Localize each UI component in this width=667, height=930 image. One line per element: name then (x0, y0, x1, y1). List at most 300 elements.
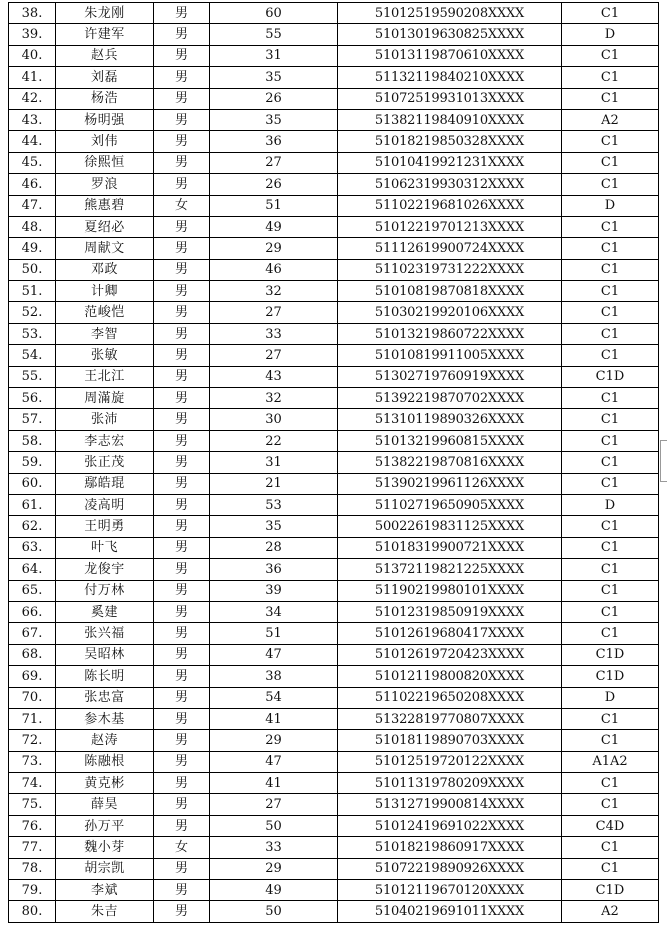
license-class-cell: C1 (562, 794, 659, 815)
id-number-cell: 51102219681026XXXX (338, 195, 562, 216)
row-number-cell: 67. (9, 623, 56, 644)
license-class-cell: C1 (562, 131, 659, 152)
age-cell: 33 (210, 837, 338, 858)
table-row (9, 67, 659, 88)
gender-cell: 男 (154, 67, 210, 88)
row-number-cell: 59. (9, 452, 56, 473)
table-row (9, 302, 659, 323)
table-row (9, 751, 659, 772)
id-number-cell: 51011319780209XXXX (338, 773, 562, 794)
row-number-cell: 52. (9, 302, 56, 323)
license-class-cell: C1D (562, 666, 659, 687)
person-name-cell: 龙俊宇 (56, 559, 154, 580)
gender-cell: 男 (154, 708, 210, 729)
license-class-cell: C1 (562, 259, 659, 280)
person-name-cell: 李志宏 (56, 430, 154, 451)
age-cell: 51 (210, 623, 338, 644)
row-number-cell: 70. (9, 687, 56, 708)
age-cell: 49 (210, 216, 338, 237)
age-cell: 28 (210, 537, 338, 558)
roster-table (8, 2, 659, 923)
id-number-cell: 51030219920106XXXX (338, 302, 562, 323)
table-row (9, 174, 659, 195)
id-number-cell: 51013219960815XXXX (338, 430, 562, 451)
gender-cell: 男 (154, 773, 210, 794)
license-class-cell: C1 (562, 601, 659, 622)
id-number-cell: 51102719650905XXXX (338, 494, 562, 515)
gender-cell: 男 (154, 623, 210, 644)
gender-cell: 男 (154, 901, 210, 922)
license-class-cell: C1 (562, 345, 659, 366)
person-name-cell: 赵涛 (56, 730, 154, 751)
person-name-cell: 陈融根 (56, 751, 154, 772)
person-name-cell: 杨浩 (56, 88, 154, 109)
age-cell: 50 (210, 815, 338, 836)
table-row (9, 109, 659, 130)
license-class-cell: A1A2 (562, 751, 659, 772)
person-name-cell: 胡宗凯 (56, 858, 154, 879)
id-number-cell: 51132119840210XXXX (338, 67, 562, 88)
age-cell: 50 (210, 901, 338, 922)
person-name-cell: 张兴福 (56, 623, 154, 644)
gender-cell: 男 (154, 302, 210, 323)
gender-cell: 男 (154, 131, 210, 152)
gender-cell: 男 (154, 3, 210, 24)
id-number-cell: 51012519590208XXXX (338, 3, 562, 24)
person-name-cell: 张敏 (56, 345, 154, 366)
person-name-cell: 张沛 (56, 409, 154, 430)
person-name-cell: 赵兵 (56, 45, 154, 66)
id-number-cell: 51040219691011XXXX (338, 901, 562, 922)
license-class-cell: C1D (562, 880, 659, 901)
age-cell: 49 (210, 880, 338, 901)
age-cell: 41 (210, 773, 338, 794)
license-class-cell: C1 (562, 559, 659, 580)
age-cell: 41 (210, 708, 338, 729)
gender-cell: 男 (154, 88, 210, 109)
table-row (9, 430, 659, 451)
id-number-cell: 51072219890926XXXX (338, 858, 562, 879)
id-number-cell: 51302719760919XXXX (338, 366, 562, 387)
row-number-cell: 46. (9, 174, 56, 195)
id-number-cell: 51012419691022XXXX (338, 815, 562, 836)
table-row (9, 323, 659, 344)
age-cell: 51 (210, 195, 338, 216)
row-number-cell: 49. (9, 238, 56, 259)
age-cell: 54 (210, 687, 338, 708)
table-row (9, 494, 659, 515)
gender-cell: 男 (154, 751, 210, 772)
table-row (9, 3, 659, 24)
row-number-cell: 45. (9, 152, 56, 173)
table-row (9, 259, 659, 280)
row-number-cell: 68. (9, 644, 56, 665)
person-name-cell: 朱龙刚 (56, 3, 154, 24)
page-edge-marker (660, 440, 667, 482)
row-number-cell: 48. (9, 216, 56, 237)
age-cell: 29 (210, 730, 338, 751)
age-cell: 26 (210, 174, 338, 195)
table-row (9, 773, 659, 794)
row-number-cell: 77. (9, 837, 56, 858)
id-number-cell: 51392219870702XXXX (338, 388, 562, 409)
id-number-cell: 51013019630825XXXX (338, 24, 562, 45)
person-name-cell: 夏绍必 (56, 216, 154, 237)
id-number-cell: 50022619831125XXXX (338, 516, 562, 537)
row-number-cell: 80. (9, 901, 56, 922)
table-row (9, 858, 659, 879)
license-class-cell: C1 (562, 238, 659, 259)
license-class-cell: A2 (562, 109, 659, 130)
person-name-cell: 李智 (56, 323, 154, 344)
row-number-cell: 58. (9, 430, 56, 451)
license-class-cell: C1 (562, 88, 659, 109)
table-row (9, 559, 659, 580)
person-name-cell: 王明勇 (56, 516, 154, 537)
person-name-cell: 邓政 (56, 259, 154, 280)
gender-cell: 男 (154, 323, 210, 344)
gender-cell: 男 (154, 45, 210, 66)
gender-cell: 男 (154, 345, 210, 366)
row-number-cell: 74. (9, 773, 56, 794)
license-class-cell: C1 (562, 430, 659, 451)
person-name-cell: 叶飞 (56, 537, 154, 558)
gender-cell: 女 (154, 837, 210, 858)
id-number-cell: 51190219980101XXXX (338, 580, 562, 601)
gender-cell: 男 (154, 559, 210, 580)
row-number-cell: 51. (9, 281, 56, 302)
table-row (9, 794, 659, 815)
gender-cell: 男 (154, 794, 210, 815)
license-class-cell: C1 (562, 580, 659, 601)
table-row (9, 815, 659, 836)
person-name-cell: 付万林 (56, 580, 154, 601)
age-cell: 30 (210, 409, 338, 430)
person-name-cell: 参木基 (56, 708, 154, 729)
table-row (9, 366, 659, 387)
age-cell: 32 (210, 388, 338, 409)
person-name-cell: 张正茂 (56, 452, 154, 473)
person-name-cell: 范峻恺 (56, 302, 154, 323)
row-number-cell: 63. (9, 537, 56, 558)
row-number-cell: 55. (9, 366, 56, 387)
person-name-cell: 张忠富 (56, 687, 154, 708)
age-cell: 39 (210, 580, 338, 601)
row-number-cell: 54. (9, 345, 56, 366)
gender-cell: 男 (154, 152, 210, 173)
table-row (9, 345, 659, 366)
id-number-cell: 51010819911005XXXX (338, 345, 562, 366)
id-number-cell: 51390219961126XXXX (338, 473, 562, 494)
table-row (9, 666, 659, 687)
person-name-cell: 朱吉 (56, 901, 154, 922)
license-class-cell: A2 (562, 901, 659, 922)
age-cell: 53 (210, 494, 338, 515)
row-number-cell: 41. (9, 67, 56, 88)
gender-cell: 男 (154, 24, 210, 45)
license-class-cell: C1 (562, 281, 659, 302)
id-number-cell: 51012119670120XXXX (338, 880, 562, 901)
id-number-cell: 51018119890703XXXX (338, 730, 562, 751)
row-number-cell: 56. (9, 388, 56, 409)
person-name-cell: 魏小芽 (56, 837, 154, 858)
person-name-cell: 许建军 (56, 24, 154, 45)
id-number-cell: 51018319900721XXXX (338, 537, 562, 558)
age-cell: 29 (210, 238, 338, 259)
id-number-cell: 51010819870818XXXX (338, 281, 562, 302)
row-number-cell: 39. (9, 24, 56, 45)
id-number-cell: 51012619680417XXXX (338, 623, 562, 644)
row-number-cell: 50. (9, 259, 56, 280)
id-number-cell: 51012319850919XXXX (338, 601, 562, 622)
age-cell: 27 (210, 345, 338, 366)
age-cell: 26 (210, 88, 338, 109)
row-number-cell: 73. (9, 751, 56, 772)
gender-cell: 男 (154, 516, 210, 537)
gender-cell: 男 (154, 388, 210, 409)
id-number-cell: 51018219860917XXXX (338, 837, 562, 858)
license-class-cell: C1 (562, 3, 659, 24)
table-row (9, 152, 659, 173)
age-cell: 36 (210, 131, 338, 152)
id-number-cell: 51012119800820XXXX (338, 666, 562, 687)
license-class-cell: C1 (562, 323, 659, 344)
row-number-cell: 53. (9, 323, 56, 344)
license-class-cell: C1 (562, 152, 659, 173)
license-class-cell: C1 (562, 837, 659, 858)
person-name-cell: 凌高明 (56, 494, 154, 515)
row-number-cell: 71. (9, 708, 56, 729)
row-number-cell: 69. (9, 666, 56, 687)
license-class-cell: D (562, 494, 659, 515)
row-number-cell: 64. (9, 559, 56, 580)
id-number-cell: 51012619720423XXXX (338, 644, 562, 665)
person-name-cell: 计卿 (56, 281, 154, 302)
id-number-cell: 51382219870816XXXX (338, 452, 562, 473)
roster-table-body (9, 3, 659, 923)
age-cell: 36 (210, 559, 338, 580)
person-name-cell: 刘伟 (56, 131, 154, 152)
table-row (9, 837, 659, 858)
row-number-cell: 66. (9, 601, 56, 622)
row-number-cell: 40. (9, 45, 56, 66)
gender-cell: 男 (154, 537, 210, 558)
row-number-cell: 38. (9, 3, 56, 24)
person-name-cell: 鄢皓琨 (56, 473, 154, 494)
age-cell: 55 (210, 24, 338, 45)
age-cell: 47 (210, 644, 338, 665)
age-cell: 34 (210, 601, 338, 622)
license-class-cell: C1 (562, 45, 659, 66)
license-class-cell: C1 (562, 858, 659, 879)
table-row (9, 24, 659, 45)
table-row (9, 388, 659, 409)
id-number-cell: 51018219850328XXXX (338, 131, 562, 152)
person-name-cell: 刘磊 (56, 67, 154, 88)
table-row (9, 473, 659, 494)
age-cell: 33 (210, 323, 338, 344)
gender-cell: 男 (154, 174, 210, 195)
row-number-cell: 44. (9, 131, 56, 152)
age-cell: 38 (210, 666, 338, 687)
id-number-cell: 51102319731222XXXX (338, 259, 562, 280)
license-class-cell: C1 (562, 516, 659, 537)
table-row (9, 901, 659, 922)
age-cell: 46 (210, 259, 338, 280)
person-name-cell: 薛昊 (56, 794, 154, 815)
person-name-cell: 孙万平 (56, 815, 154, 836)
age-cell: 27 (210, 152, 338, 173)
id-number-cell: 51322819770807XXXX (338, 708, 562, 729)
gender-cell: 男 (154, 238, 210, 259)
age-cell: 31 (210, 452, 338, 473)
table-row (9, 730, 659, 751)
age-cell: 22 (210, 430, 338, 451)
age-cell: 21 (210, 473, 338, 494)
table-row (9, 131, 659, 152)
row-number-cell: 47. (9, 195, 56, 216)
age-cell: 27 (210, 302, 338, 323)
person-name-cell: 吴昭林 (56, 644, 154, 665)
row-number-cell: 60. (9, 473, 56, 494)
row-number-cell: 78. (9, 858, 56, 879)
person-name-cell: 李斌 (56, 880, 154, 901)
license-class-cell: C1 (562, 216, 659, 237)
row-number-cell: 61. (9, 494, 56, 515)
age-cell: 60 (210, 3, 338, 24)
license-class-cell: C1 (562, 302, 659, 323)
license-class-cell: C1 (562, 409, 659, 430)
id-number-cell: 51310119890326XXXX (338, 409, 562, 430)
gender-cell: 男 (154, 880, 210, 901)
id-number-cell: 51012519720122XXXX (338, 751, 562, 772)
person-name-cell: 王北江 (56, 366, 154, 387)
id-number-cell: 51012219701213XXXX (338, 216, 562, 237)
age-cell: 47 (210, 751, 338, 772)
gender-cell: 男 (154, 109, 210, 130)
id-number-cell: 51062319930312XXXX (338, 174, 562, 195)
row-number-cell: 65. (9, 580, 56, 601)
age-cell: 31 (210, 45, 338, 66)
row-number-cell: 42. (9, 88, 56, 109)
gender-cell: 男 (154, 473, 210, 494)
id-number-cell: 51372119821225XXXX (338, 559, 562, 580)
gender-cell: 男 (154, 666, 210, 687)
table-row (9, 880, 659, 901)
table-row (9, 45, 659, 66)
gender-cell: 男 (154, 815, 210, 836)
gender-cell: 男 (154, 601, 210, 622)
license-class-cell: C1 (562, 174, 659, 195)
table-row (9, 623, 659, 644)
age-cell: 32 (210, 281, 338, 302)
gender-cell: 女 (154, 195, 210, 216)
person-name-cell: 徐熙恒 (56, 152, 154, 173)
table-row (9, 281, 659, 302)
table-row (9, 238, 659, 259)
license-class-cell: C1 (562, 473, 659, 494)
table-row (9, 516, 659, 537)
row-number-cell: 75. (9, 794, 56, 815)
table-row (9, 687, 659, 708)
id-number-cell: 51010419921231XXXX (338, 152, 562, 173)
gender-cell: 男 (154, 366, 210, 387)
gender-cell: 男 (154, 858, 210, 879)
gender-cell: 男 (154, 430, 210, 451)
age-cell: 29 (210, 858, 338, 879)
row-number-cell: 57. (9, 409, 56, 430)
row-number-cell: 62. (9, 516, 56, 537)
id-number-cell: 51382119840910XXXX (338, 109, 562, 130)
license-class-cell: C1 (562, 623, 659, 644)
row-number-cell: 72. (9, 730, 56, 751)
license-class-cell: C1 (562, 388, 659, 409)
age-cell: 35 (210, 67, 338, 88)
license-class-cell: D (562, 195, 659, 216)
table-row (9, 537, 659, 558)
gender-cell: 男 (154, 216, 210, 237)
gender-cell: 男 (154, 580, 210, 601)
license-class-cell: C1 (562, 67, 659, 88)
person-name-cell: 杨明强 (56, 109, 154, 130)
table-row (9, 580, 659, 601)
id-number-cell: 51112619900724XXXX (338, 238, 562, 259)
person-name-cell: 熊惠碧 (56, 195, 154, 216)
gender-cell: 男 (154, 644, 210, 665)
person-name-cell: 周滿旋 (56, 388, 154, 409)
gender-cell: 男 (154, 494, 210, 515)
license-class-cell: C1 (562, 730, 659, 751)
table-row (9, 216, 659, 237)
gender-cell: 男 (154, 259, 210, 280)
license-class-cell: D (562, 687, 659, 708)
license-class-cell: C1D (562, 644, 659, 665)
age-cell: 35 (210, 109, 338, 130)
gender-cell: 男 (154, 687, 210, 708)
license-class-cell: C4D (562, 815, 659, 836)
table-row (9, 601, 659, 622)
table-row (9, 452, 659, 473)
person-name-cell: 陈长明 (56, 666, 154, 687)
person-name-cell: 奚建 (56, 601, 154, 622)
person-name-cell: 黄克彬 (56, 773, 154, 794)
gender-cell: 男 (154, 409, 210, 430)
table-row (9, 708, 659, 729)
age-cell: 43 (210, 366, 338, 387)
id-number-cell: 51013119870610XXXX (338, 45, 562, 66)
table-row (9, 409, 659, 430)
license-class-cell: C1 (562, 537, 659, 558)
license-class-cell: C1 (562, 773, 659, 794)
row-number-cell: 79. (9, 880, 56, 901)
license-class-cell: D (562, 24, 659, 45)
license-class-cell: C1 (562, 452, 659, 473)
id-number-cell: 51013219860722XXXX (338, 323, 562, 344)
row-number-cell: 76. (9, 815, 56, 836)
id-number-cell: 51102219650208XXXX (338, 687, 562, 708)
id-number-cell: 51072519931013XXXX (338, 88, 562, 109)
license-class-cell: C1D (562, 366, 659, 387)
table-row (9, 644, 659, 665)
row-number-cell: 43. (9, 109, 56, 130)
gender-cell: 男 (154, 281, 210, 302)
age-cell: 27 (210, 794, 338, 815)
person-name-cell: 罗浪 (56, 174, 154, 195)
id-number-cell: 51312719900814XXXX (338, 794, 562, 815)
license-class-cell: C1 (562, 708, 659, 729)
age-cell: 35 (210, 516, 338, 537)
table-row (9, 195, 659, 216)
